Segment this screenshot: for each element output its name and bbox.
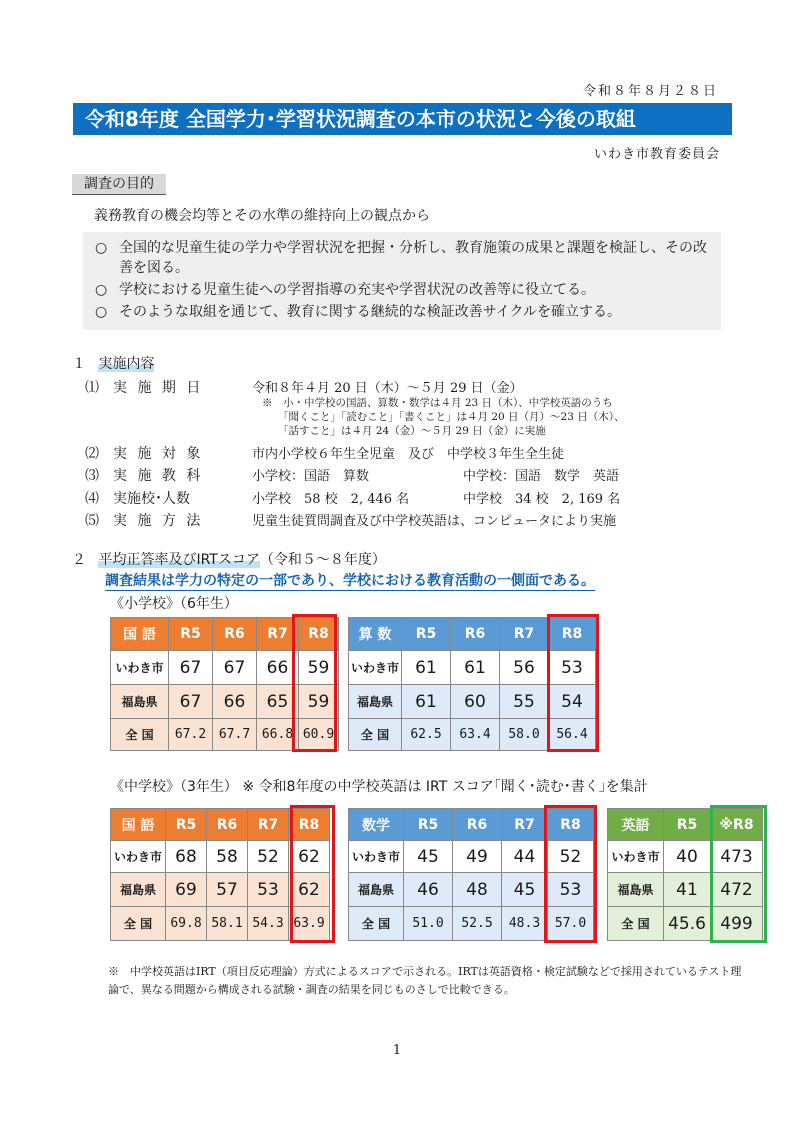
table-header-year: R6 [213, 618, 257, 651]
impl-row-number: ⑴ [85, 380, 102, 396]
purpose-heading: 調査の目的 [72, 174, 166, 195]
score-cell: 51.0 [404, 907, 453, 941]
row-label-city: いわき市 [111, 841, 166, 873]
table-header-year: R5 [169, 618, 213, 651]
table-header-year: R7 [502, 809, 548, 841]
table-header-subject: 算 数 [349, 618, 402, 651]
score-cell: 57 [207, 873, 248, 907]
table-header-subject: 数学 [349, 809, 404, 841]
impl-row-value: 児童生徒質問調査及び中学校英語は、コンピュータにより実施 [252, 514, 617, 529]
row-label-national: 全 国 [349, 719, 402, 751]
table-header-year: R7 [248, 809, 289, 841]
score-cell: 67 [169, 651, 213, 685]
score-cell: 67.7 [213, 719, 257, 751]
score-cell: 55 [500, 685, 549, 719]
circle-bullet-icon: ○ [95, 240, 108, 256]
score-cell: 61 [402, 685, 451, 719]
date-note-line: 「話すこと」は４月 24（金）～５月 29 日（金）に実施 [278, 425, 546, 437]
elem-japanese-table [110, 617, 339, 751]
circle-bullet-icon: ○ [95, 282, 108, 298]
table-header-year: R5 [664, 809, 711, 841]
score-cell: 61 [451, 651, 500, 685]
impl-row-label: 実 施 期 日 [113, 380, 204, 396]
jh-japanese-table [110, 808, 330, 941]
elementary-caption: 《小学校》（6年生） [110, 596, 238, 612]
table-header-year: R6 [207, 809, 248, 841]
score-cell: 499 [711, 907, 763, 941]
irt-footnote: ※ 中学校英語はIRT（項目反応理論）方式によるスコアで示される。IRTは英語資格・検定試験などで採用されているテスト理論で、異なる問題から構成される試験・調査の結果を同じものさしで比較できる。 [108, 965, 742, 996]
table-header-year: R7 [500, 618, 549, 651]
impl-row-number: ⑵ [85, 446, 102, 462]
score-cell: 65 [257, 685, 299, 719]
score-cell: 63.4 [451, 719, 500, 751]
jh-english-table [607, 808, 763, 941]
impl-row-number: ⑷ [85, 491, 99, 507]
impl-row-value-junior: 中学校 34 校 2, 169 名 [463, 492, 621, 507]
score-cell: 52 [548, 841, 594, 873]
score-cell: 40 [664, 841, 711, 873]
impl-row-value: 小学校：国語 算数 [252, 469, 370, 484]
section1-number: １ [72, 356, 86, 372]
score-cell: 66.8 [257, 719, 299, 751]
table-header-year: R8 [549, 618, 596, 651]
document-title: 令和8年度 全国学力･学習状況調査の本市の状況と今後の取組 [73, 103, 732, 135]
score-cell: 48.3 [502, 907, 548, 941]
score-cell: 473 [711, 841, 763, 873]
table-header-subject: 国 語 [111, 809, 166, 841]
score-cell: 58.1 [207, 907, 248, 941]
impl-row-label: 実 施 教 科 [113, 468, 204, 484]
survey-disclaimer: 調査結果は学力の特定の一部であり、学校における教育活動の一側面である。 [105, 570, 595, 591]
document-date: 令和８年８月２８日 [582, 84, 718, 99]
score-cell: 52 [248, 841, 289, 873]
impl-row-number: ⑸ [85, 513, 102, 529]
section2-title: 平均正答率及びIRTスコア [98, 552, 260, 568]
purpose-box [83, 232, 721, 330]
date-note-line: ※ 小・中学校の国語、算数・数学は４月 23 日（木）、中学校英語のうち [262, 397, 613, 409]
junior-caption: 《中学校》（3年生） ※ 令和8年度の中学校英語は IRT スコア｢聞く･読む･書く｣を集計 [110, 779, 648, 795]
score-cell: 63.9 [289, 907, 330, 941]
score-cell: 59 [299, 651, 339, 685]
score-cell: 68 [166, 841, 207, 873]
row-label-national: 全 国 [608, 907, 664, 941]
table-header-year: R8 [299, 618, 339, 651]
table-header-year: R5 [166, 809, 207, 841]
score-cell: 48 [453, 873, 502, 907]
table-header-year: R8 [548, 809, 594, 841]
section2-heading [72, 549, 386, 569]
score-cell: 62 [289, 841, 330, 873]
score-cell: 54.3 [248, 907, 289, 941]
table-header-year: R6 [451, 618, 500, 651]
score-cell: 45 [404, 841, 453, 873]
score-cell: 472 [711, 873, 763, 907]
score-cell: 60.9 [299, 719, 339, 751]
purpose-bullet-text: そのような取組を通じて、教育に関する継続的な検証改善サイクルを確立する。 [119, 304, 622, 320]
score-cell: 66 [213, 685, 257, 719]
date-note-line: 「聞くこと」「読むこと」「書くこと」は４月 20 日（月）～23 日（木）、 [278, 411, 625, 423]
table-header-year: R7 [257, 618, 299, 651]
score-cell: 67 [213, 651, 257, 685]
score-cell: 61 [402, 651, 451, 685]
score-cell: 66 [257, 651, 299, 685]
purpose-bullet-text: 学校における児童生徒への学習指導の充実や学習状況の改善等に役立てる。 [119, 282, 595, 298]
table-header-year: ※R8 [711, 809, 763, 841]
score-cell: 67.2 [169, 719, 213, 751]
section2-number: ２ [72, 552, 86, 568]
score-cell: 62 [289, 873, 330, 907]
purpose-intro: 義務教育の機会均等とその水準の維持向上の観点から [94, 208, 430, 224]
impl-row-value: 小学校 58 校 2, 446 名 [252, 492, 410, 507]
score-cell: 67 [169, 685, 213, 719]
table-header-year: R8 [289, 809, 330, 841]
table-header-year: R6 [453, 809, 502, 841]
section1-title: 実施内容 [98, 356, 155, 372]
row-label-city: いわき市 [349, 651, 402, 685]
row-label-national: 全 国 [111, 907, 166, 941]
score-cell: 58 [207, 841, 248, 873]
score-cell: 56.4 [549, 719, 596, 751]
section1-heading [72, 353, 154, 373]
impl-row-label: 実 施 対 象 [113, 446, 204, 462]
row-label-prefecture: 福島県 [111, 873, 166, 907]
score-cell: 57.0 [548, 907, 594, 941]
score-cell: 46 [404, 873, 453, 907]
row-label-city: いわき市 [608, 841, 664, 873]
score-cell: 58.0 [500, 719, 549, 751]
impl-row-value-junior: 中学校：国語 数学 英語 [463, 469, 620, 484]
row-label-prefecture: 福島県 [608, 873, 664, 907]
score-cell: 54 [549, 685, 596, 719]
row-label-prefecture: 福島県 [349, 685, 402, 719]
score-cell: 53 [549, 651, 596, 685]
score-cell: 49 [453, 841, 502, 873]
row-label-national: 全 国 [349, 907, 404, 941]
score-cell: 59 [299, 685, 339, 719]
elem-math-table [348, 617, 596, 751]
score-cell: 44 [502, 841, 548, 873]
score-cell: 45.6 [664, 907, 711, 941]
score-cell: 69.8 [166, 907, 207, 941]
impl-row-value: 令和８年４月 20 日（木）～５月 29 日（金） [252, 381, 523, 396]
impl-row-label: 実施校･人数 [113, 491, 190, 507]
score-cell: 45 [502, 873, 548, 907]
score-cell: 60 [451, 685, 500, 719]
table-header-subject: 国 語 [111, 618, 169, 651]
score-cell: 53 [248, 873, 289, 907]
impl-row-label: 実 施 方 法 [113, 513, 204, 529]
table-header-year: R5 [402, 618, 451, 651]
score-cell: 69 [166, 873, 207, 907]
row-label-city: いわき市 [349, 841, 404, 873]
purpose-bullet-text: 全国的な児童生徒の学力や学習状況を把握・分析し、教育施策の成果と課題を検証し、その改善を図る。 [119, 240, 707, 276]
row-label-prefecture: 福島県 [111, 685, 169, 719]
row-label-city: いわき市 [111, 651, 169, 685]
score-cell: 53 [548, 873, 594, 907]
table-header-year: R5 [404, 809, 453, 841]
score-cell: 52.5 [453, 907, 502, 941]
impl-row-value: 市内小学校６年生全児童 及び 中学校３年生全生徒 [252, 447, 565, 462]
score-cell: 62.5 [402, 719, 451, 751]
row-label-prefecture: 福島県 [349, 873, 404, 907]
score-cell: 41 [664, 873, 711, 907]
row-label-national: 全 国 [111, 719, 169, 751]
page-number: 1 [392, 1043, 402, 1058]
jh-math-table [348, 808, 594, 941]
section2-period: （令和５～８年度） [259, 552, 386, 568]
table-header-subject: 英語 [608, 809, 664, 841]
score-cell: 56 [500, 651, 549, 685]
issuing-organization: いわき市教育委員会 [593, 147, 720, 162]
circle-bullet-icon: ○ [95, 304, 108, 320]
impl-row-number: ⑶ [85, 468, 102, 484]
